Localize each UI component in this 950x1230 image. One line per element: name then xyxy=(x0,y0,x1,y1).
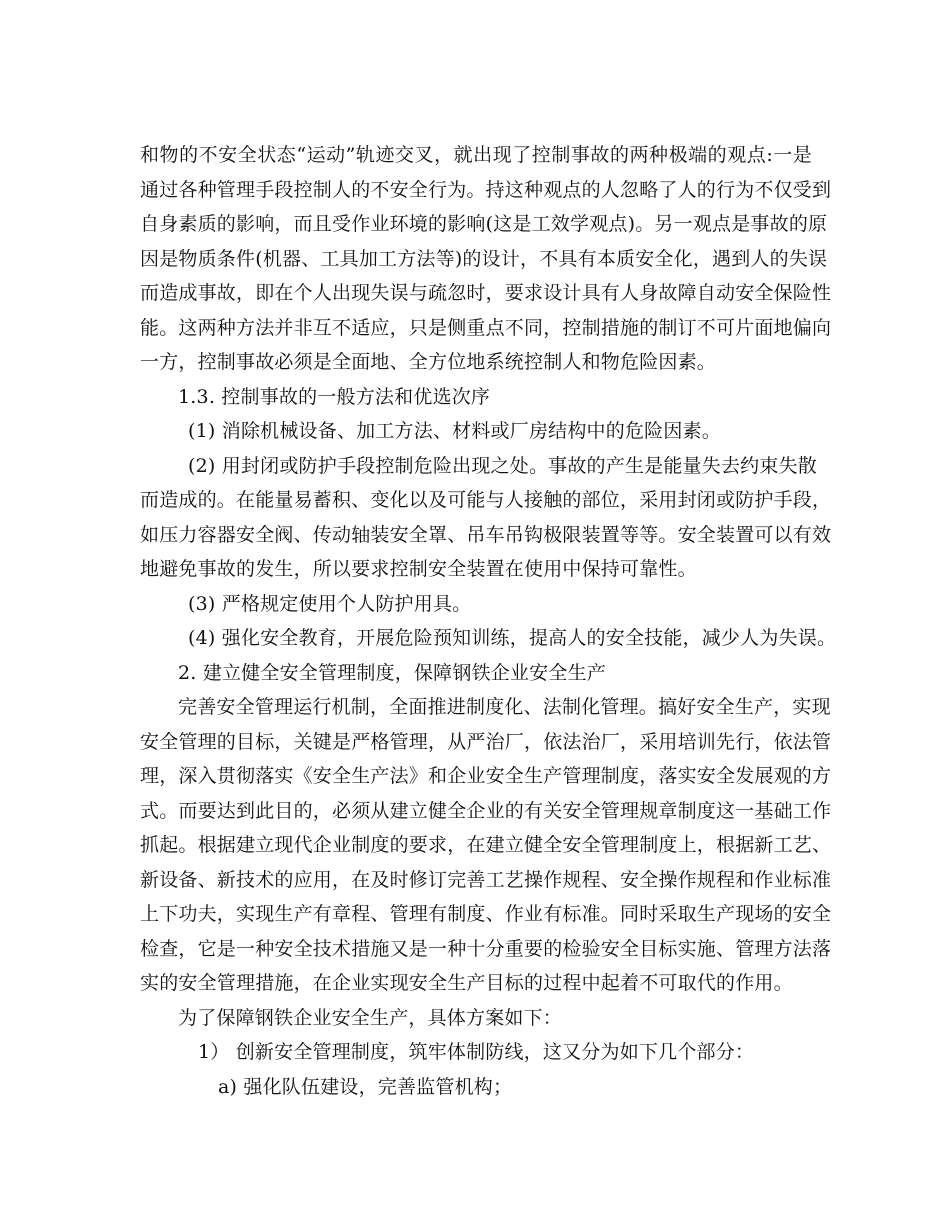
list-item: 1） 创新安全管理制度，筑牢体制防线，这又分为如下几个部分： xyxy=(198,1041,755,1063)
section-heading: 2. 建立健全安全管理制度，保障钢铁企业安全生产 xyxy=(178,661,606,684)
paragraph-line: 完善安全管理运行机制，全面推进制度化、法制化管理。搞好安全生产，实现 xyxy=(178,696,831,718)
list-item: a) 强化队伍建设，完善监管机构； xyxy=(218,1075,513,1098)
document-page xyxy=(140,138,837,1104)
paragraph-line: 因是物质条件(机器、工具加工方法等)的设计，不具有本质安全化，遇到人的失误 xyxy=(140,247,828,270)
list-item: (4) 强化安全教育，开展危险预知训练，提高人的安全技能，减少人为失误。 xyxy=(188,627,837,649)
paragraph-line: 通过各种管理手段控制人的不安全行为。持这种观点的人忽略了人的行为不仅受到 xyxy=(140,178,832,201)
paragraph-line: 检查，它是一种安全技术措施又是一种十分重要的检验安全目标实施、管理方法落 xyxy=(140,937,832,960)
paragraph-line: 为了保障钢铁企业安全生产，具体方案如下： xyxy=(178,1006,563,1029)
paragraph-line: 而造成的。在能量易蓄积、变化以及可能与人接触的部位，采用封闭或防护手段， xyxy=(140,489,832,511)
list-item: (2) 用封闭或防护手段控制危险出现之处。事故的产生是能量失去约束失散 xyxy=(188,454,817,477)
paragraph-line: 式。而要达到此目的，必须从建立健全企业的有关安全管理规章制度这一基础工作 xyxy=(140,799,832,822)
list-item: (1) 消除机械设备、加工方法、材料或厂房结构中的危险因素。 xyxy=(188,420,721,442)
paragraph-line: 一方，控制事故必须是全面地、全方位地系统控制人和物危险因素。 xyxy=(140,351,717,373)
paragraph-line: 地避免事故的发生，所以要求控制安全装置在使用中保持可靠性。 xyxy=(140,558,697,580)
paragraph-line: 自身素质的影响，而且受作业环境的影响(这是工效学观点)。另一观点是事故的原 xyxy=(140,213,828,235)
list-item: (3) 严格规定使用个人防护用具。 xyxy=(188,592,472,615)
paragraph-line: 新设备、新技术的应用，在及时修订完善工艺操作规程、安全操作规程和作业标准 xyxy=(140,868,832,891)
paragraph-line: 上下功夫，实现生产有章程、管理有制度、作业有标准。同时采取生产现场的安全 xyxy=(140,903,832,925)
paragraph-line: 能。这两种方法并非互不适应，只是侧重点不同，控制措施的制订不可片面地偏向 xyxy=(140,316,832,339)
paragraph-line: 和物的不安全状态“运动”轨迹交叉，就出现了控制事故的两种极端的观点:一是 xyxy=(140,144,812,166)
paragraph-line: 抓起。根据建立现代企业制度的要求，在建立健全安全管理制度上，根据新工艺、 xyxy=(140,834,832,856)
section-heading: 1.3. 控制事故的一般方法和优选次序 xyxy=(178,385,491,408)
paragraph-line: 实的安全管理措施，在企业实现安全生产目标的过程中起着不可取代的作用。 xyxy=(140,972,793,994)
paragraph-line: 安全管理的目标，关键是严格管理，从严治厂，依法治厂，采用培训先行，依法管 xyxy=(140,730,832,753)
paragraph-line: 理，深入贯彻落实《安全生产法》和企业安全生产管理制度，落实安全发展观的方 xyxy=(140,765,832,787)
paragraph-line: 如压力容器安全阀、传动轴装安全罩、吊车吊钩极限装置等等。安全装置可以有效 xyxy=(140,523,832,546)
paragraph-line: 而造成事故，即在个人出现失误与疏忽时，要求设计具有人身故障自动安全保险性 xyxy=(140,282,832,304)
